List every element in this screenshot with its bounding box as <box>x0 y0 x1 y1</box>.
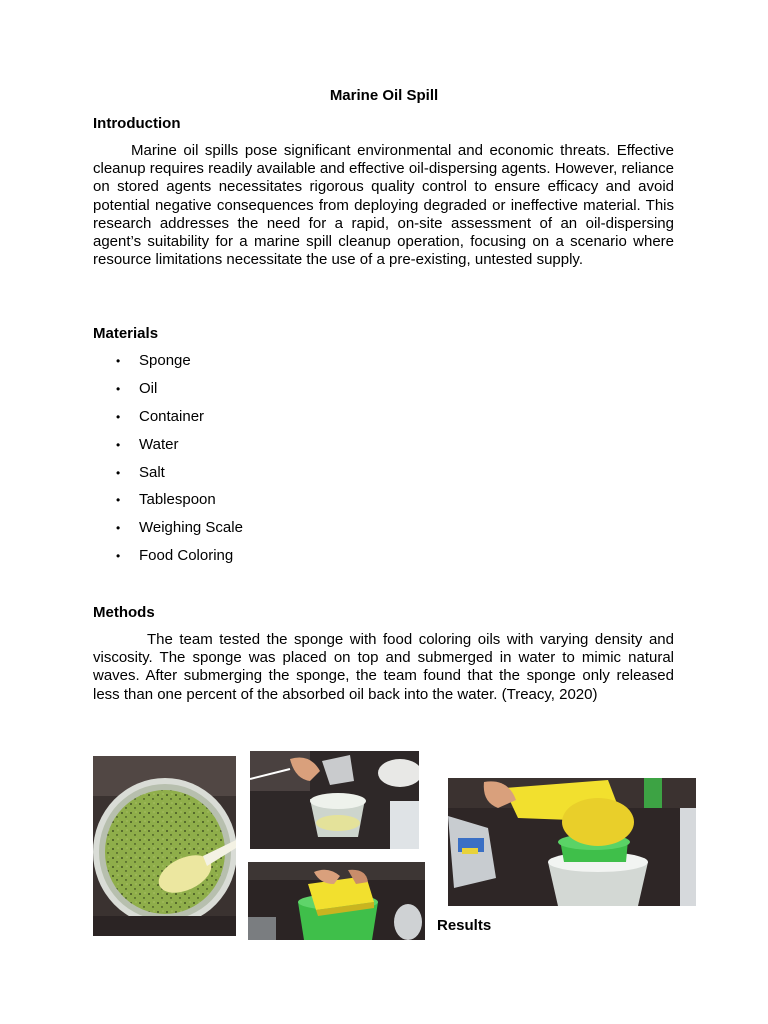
bullet-icon: • <box>116 465 121 480</box>
list-item: • Salt <box>116 463 165 481</box>
bullet-icon: • <box>116 549 121 564</box>
list-item: • Water <box>116 435 179 453</box>
photo-clear-cup <box>250 751 419 849</box>
bullet-icon: • <box>116 381 121 396</box>
introduction-paragraph: Marine oil spills pose significant environmental and economic threats. Effective cleanup requires readily available and effective oil-dispersing agents. However, reliance on stored agents necessitates rigorous quality control to ensure efficacy and avoid potential negative consequences from deploying degraded or ineffective material. This research addresses the need for a rapid, on-site assessment of an oil-dispersing agent’s suitability for a marine spill cleanup operation, focusing on a scenario where resource limitations necessitate the use of a pre-existing, untested supply. <box>93 142 674 269</box>
bullet-icon: • <box>116 354 121 368</box>
list-item: • Container <box>116 407 205 425</box>
photo-oil-container <box>93 756 236 936</box>
photo-sponge-green-water <box>248 862 425 940</box>
document-title: Marine Oil Spill <box>329 87 439 104</box>
materials-list <box>93 351 243 574</box>
methods-heading: Methods <box>93 604 155 621</box>
photo-sponge-squeeze <box>448 778 696 906</box>
list-item: • Oil <box>116 379 158 397</box>
bullet-icon: • <box>116 493 121 508</box>
list-item: • Weighing Scale <box>116 519 243 537</box>
results-heading: Results <box>437 917 492 934</box>
introduction-heading: Introduction <box>93 115 181 132</box>
methods-paragraph: The team tested the sponge with food coloring oils with varying density and viscosity. The sponge was placed on top and submerged in water to mimic natural waves. After submerging the sponge, the team found that the sponge only released less than one percent of the absorbed oil back into the water. (Treacy, 2020) <box>93 631 674 703</box>
materials-heading: Materials <box>93 325 159 342</box>
bullet-icon: • <box>116 437 121 452</box>
list-item: • Sponge <box>116 352 191 369</box>
list-item: • Food Coloring <box>116 547 234 565</box>
bullet-icon: • <box>116 409 121 424</box>
bullet-icon: • <box>116 521 121 536</box>
list-item: • Tablespoon <box>116 491 216 509</box>
